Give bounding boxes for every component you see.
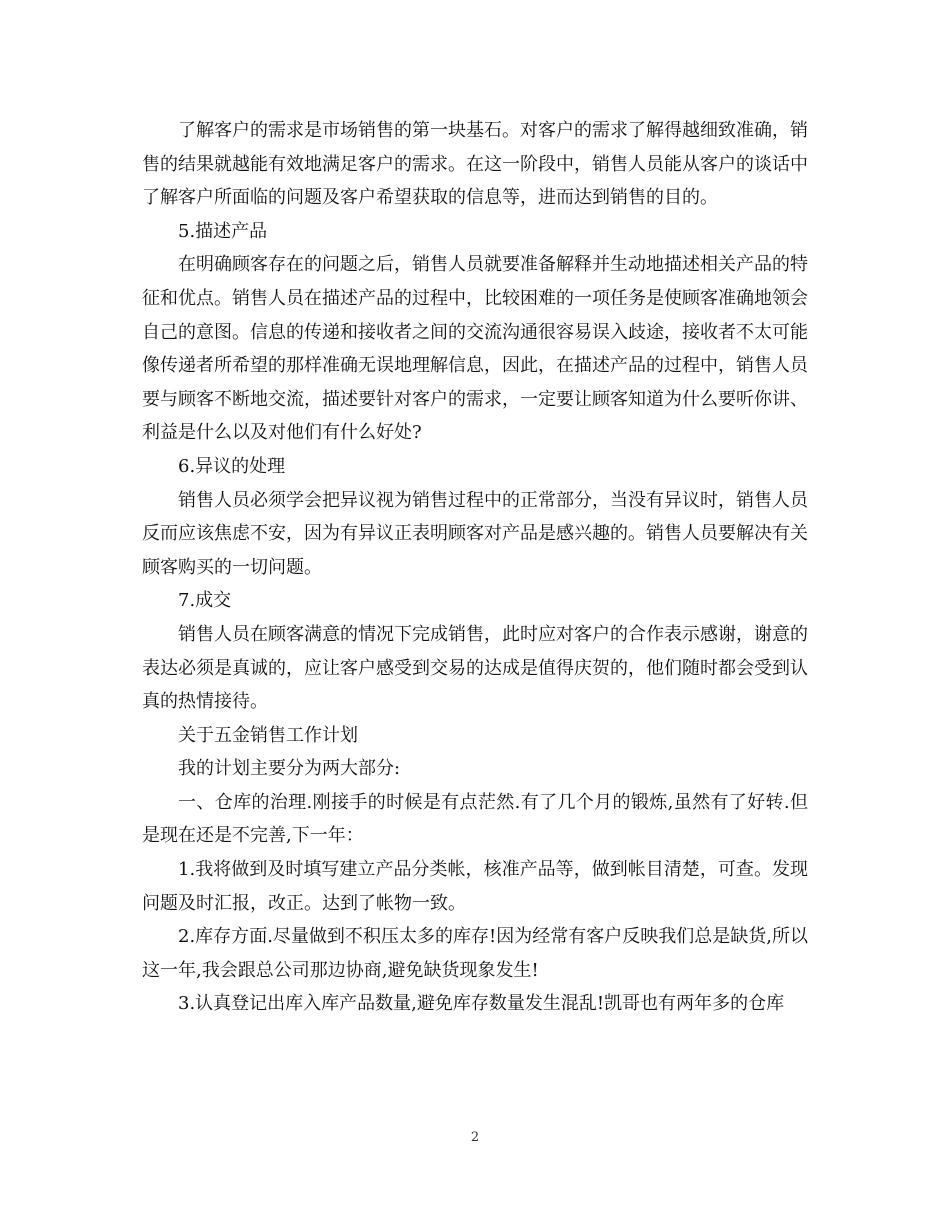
section-heading: 7.成交 xyxy=(178,590,232,612)
intro-line: 我的计划主要分为两大部分: xyxy=(178,758,401,780)
list-item: 2.库存方面.尽量做到不积压太多的库存!因为经常有客户反映我们总是缺货,所以这一年,我会跟总公司那边协商,避免缺货现象发生! xyxy=(142,926,808,981)
section-heading: 5.描述产品 xyxy=(178,220,268,242)
page-number: 2 xyxy=(470,1130,480,1145)
paragraph: 销售人员在顾客满意的情况下完成销售，此时应对客户的合作表示感谢，谢意的表达必须是真诚的，应让客户感受到交易的达成是值得庆贺的，他们随时都会受到认真的热情接待。 xyxy=(142,623,808,713)
paragraph: 了解客户的需求是市场销售的第一块基石。对客户的需求了解得越细致准确，销售的结果就越能有效地满足客户的需求。在这一阶段中，销售人员能从客户的谈话中了解客户所面临的问题及客户希望获取的信息等，进而达到销售的目的。 xyxy=(142,120,808,209)
section-heading: 6.异议的处理 xyxy=(178,455,286,477)
paragraph: 在明确顾客存在的问题之后，销售人员就要准备解释并生动地描述相关产品的特征和优点。销售人员在描述产品的过程中，比较困难的一项任务是使顾客准确地领会自己的意图。信息的传递和接收者之间的交流沟通很容易误入歧途，接收者不太可能像传递者所希望的那样准确无误地理解信息，因此，在描述产品的过程中，销售人员要与顾客不断地交流，描述要针对客户的需求，一定要让顾客知道为什么要听你讲、利益是什么以及对他们有什么好处? xyxy=(142,254,808,444)
paragraph: 一、仓库的治理.刚接手的时候是有点茫然.有了几个月的锻炼,虽然有了好转.但是现在还是不完善,下一年： xyxy=(142,791,808,847)
list-item: 3.认真登记出库入库产品数量,避免库存数量发生混乱!凯哥也有两年多的仓库 xyxy=(178,993,785,1015)
list-item: 1.我将做到及时填写建立产品分类帐，核准产品等，做到帐目清楚，可查。发现问题及时汇报，改正。达到了帐物一致。 xyxy=(142,859,808,914)
paragraph: 销售人员必须学会把异议视为销售过程中的正常部分，当没有异议时，销售人员反而应该焦虑不安，因为有异议正表明顾客对产品是感兴趣的。销售人员要解决有关顾客购买的一切问题。 xyxy=(142,489,808,578)
document-body xyxy=(142,114,808,1021)
document-title: 关于五金销售工作计划 xyxy=(178,724,358,746)
